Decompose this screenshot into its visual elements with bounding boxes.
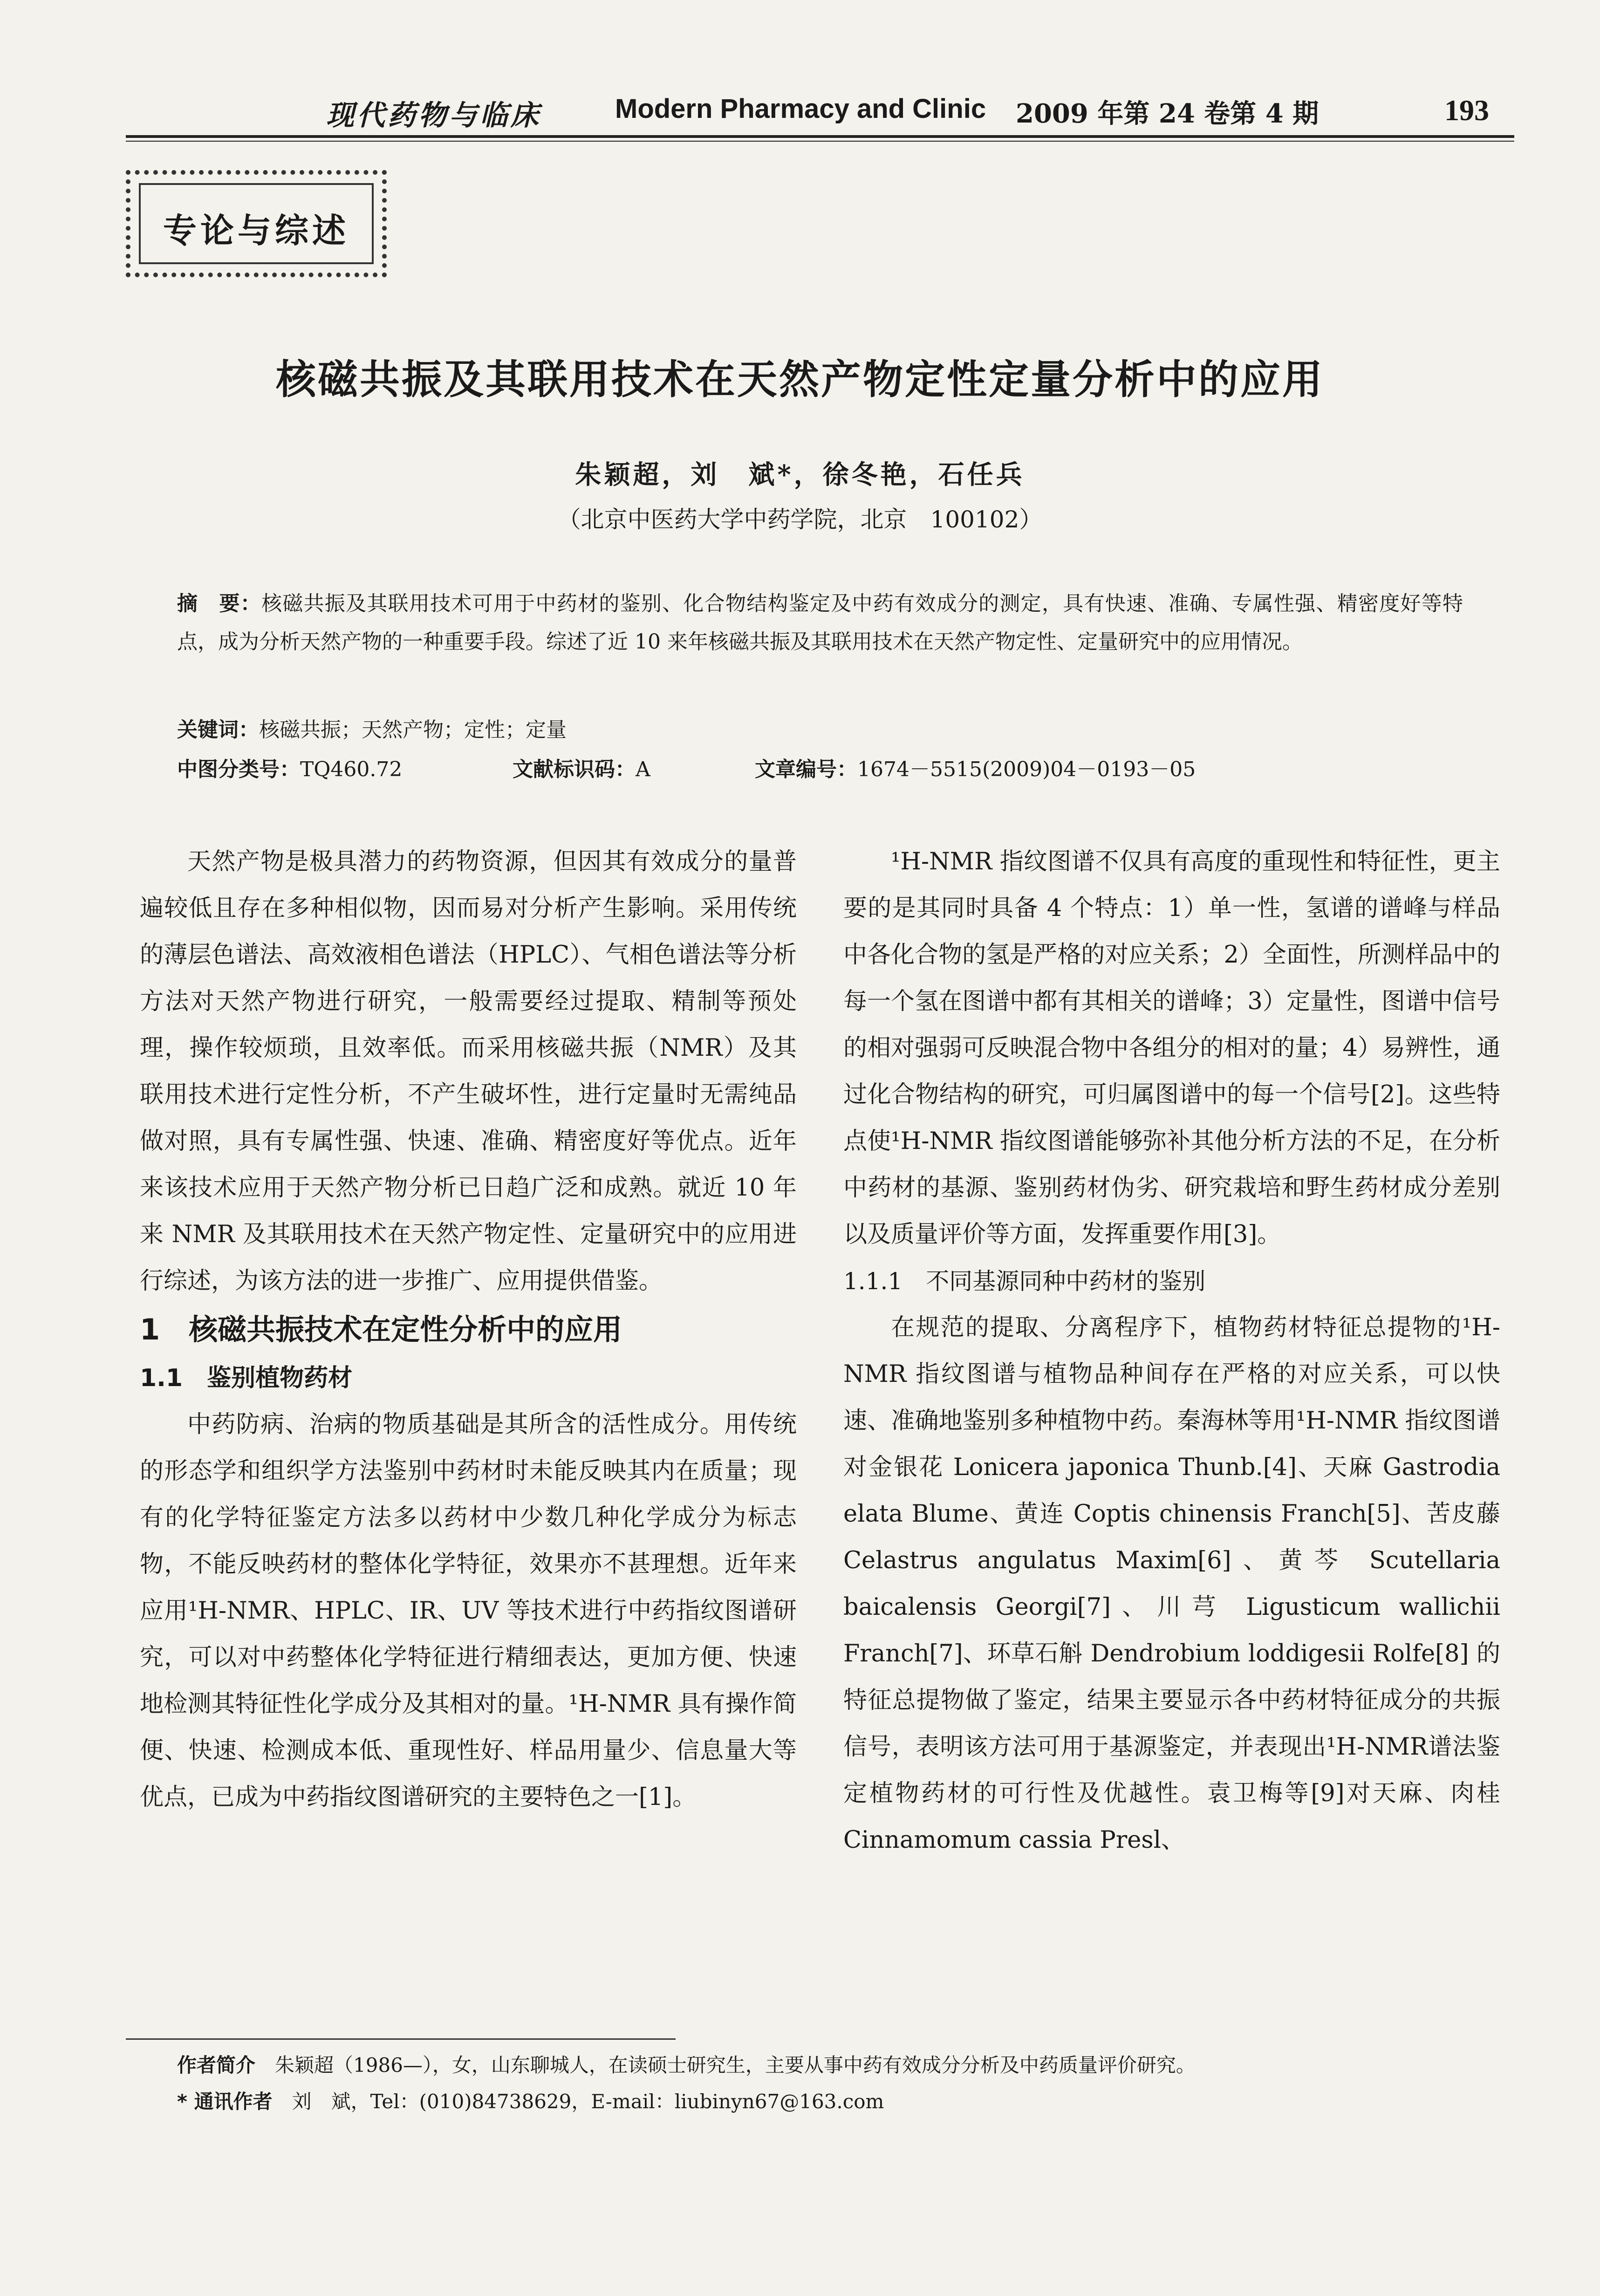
author-bio-label: 作者简介 [177,2054,256,2077]
article-number [755,752,1196,782]
issue-info: 2009 年第 24 卷第 4 期 [1016,98,1319,129]
document-code-label: 文献标识码： [513,758,636,781]
header-rule [126,135,1514,138]
clc-value: TQ460.72 [300,758,403,781]
corresponding-author-label: * 通讯作者 [177,2090,273,2113]
section-heading-1: 1 核磁共振技术在定性分析中的应用 [140,1312,622,1346]
running-header [0,86,1600,137]
abstract-text: 核磁共振及其联用技术可用于中药材的鉴别、化合物结构鉴定及中药有效成分的测定，具有快速、准确、专属性强、精密度好等特点，成为分析天然产物的一种重要手段。综述了近 10 来年核磁共振及其联用技术在天然产物定性、定量研究中的应用情况。 [177,592,1463,654]
abstract [177,585,1463,661]
clc-label: 中图分类号： [177,758,300,781]
keywords [177,713,567,743]
section-tag-label: 专论与综述 [163,211,349,250]
section-tag-box [126,170,387,277]
abstract-label: 摘 要： [177,592,262,615]
body-column-right [843,839,1500,1864]
clc-number [177,752,402,782]
body-column-left [140,839,797,1821]
author-bio-footnote [177,2050,1196,2078]
body-paragraph: ¹H-NMR 指纹图谱不仅具有高度的重现性和特征性，更主要的是其同时具备 4 个特点：1）单一性，氢谱的谱峰与样品中各化合物的氢是严格的对应关系；2）全面性，所测样品中的每一个氢在图谱中都有其相关的谱峰；3）定量性，图谱中信号的相对强弱可反映混合物中各组分的相对的量；4）易辨性，通过化合物结构的研究，可归属图谱中的每一个信号[2]。这些特点使¹H-NMR 指纹图谱能够弥补其他分析方法的不足，在分析中药材的基源、鉴别药材伪劣、研究栽培和野生药材成分差别以及质量评价等方面，发挥重要作用[3]。 [843,848,1500,1248]
page-number: 193 [1444,94,1489,127]
author-bio-text: 朱颖超（1986—），女，山东聊城人，在读硕士研究生，主要从事中药有效成分分析及中药质量评价研究。 [275,2054,1196,2077]
author-list: 朱颖超，刘 斌*，徐冬艳，石任兵 [575,459,1025,490]
corresponding-author-footnote [177,2086,884,2114]
journal-name-cn: 现代药物与临床 [326,99,541,132]
header-rule-thin [126,141,1514,142]
document-code [513,752,650,782]
intro-paragraph: 天然产物是极具潜力的药物资源，但因其有效成分的量普遍较低且存在多种相似物，因而易对分析产生影响。采用传统的薄层色谱法、高效液相色谱法（HPLC）、气相色谱法等分析方法对天然产物进行研究，一般需要经过提取、精制等预处理，操作较烦琐，且效率低。而采用核磁共振（NMR）及其联用技术进行定性分析，不产生破坏性，进行定量时无需纯品做对照，具有专属性强、快速、准确、精密度好等优点。近年来该技术应用于天然产物分析已日趋广泛和成熟。就近 10 年来 NMR 及其联用技术在天然产物定性、定量研究中的应用进行综述，为该方法的进一步推广、应用提供借鉴。 [140,848,797,1295]
subsubsection-heading-1-1-1: 1.1.1 不同基源同种中药材的鉴别 [843,1268,1206,1295]
article-title: 核磁共振及其联用技术在天然产物定性定量分析中的应用 [276,356,1324,403]
article-number-value: 1674－5515(2009)04－0193－05 [857,758,1196,781]
affiliation: （北京中医药大学中药学院，北京 100102） [557,506,1043,533]
keywords-text: 核磁共振；天然产物；定性；定量 [259,718,567,742]
keywords-label: 关键词： [177,718,259,742]
footnote-rule [126,2038,676,2040]
body-paragraph: 在规范的提取、分离程序下，植物药材特征总提物的¹H-NMR 指纹图谱与植物品种间存在严格的对应关系，可以快速、准确地鉴别多种植物中药。秦海林等用¹H-NMR 指纹图谱对金银花 Lonicera japonica Thunb.[4]、天麻 Gastrodia elata Blume、黄连 Coptis chinensis Franch[5]、苦皮藤 Celastrus angulatus Maxim[6]、黄芩 Scutellaria baicalensis Georgi[7]、川芎 Ligusticum wallichii Franch[7]、环草石斛 Dendrobium loddigesii Rolfe[8] 的特征总提物做了鉴定，结果主要显示各中药材特征成分的共振信号，表明该方法可用于基源鉴定，并表现出¹H-NMR谱法鉴定植物药材的可行性及优越性。袁卫梅等[9]对天麻、肉桂 Cinnamomum cassia Presl、 [843,1314,1500,1854]
article-number-label: 文章编号： [755,758,857,781]
body-paragraph: 中药防病、治病的物质基础是其所含的活性成分。用传统的形态学和组织学方法鉴别中药材时未能反映其内在质量；现有的化学特征鉴定方法多以药材中少数几种化学成分为标志物，不能反映药材的整体化学特征，效果亦不甚理想。近年来应用¹H-NMR、HPLC、IR、UV 等技术进行中药指纹图谱研究，可以对中药整体化学特征进行精细表达，更加方便、快速地检测其特征性化学成分及其相对的量。¹H-NMR 具有操作简便、快速、检测成本低、重现性好、样品用量少、信息量大等优点，已成为中药指纹图谱研究的主要特色之一[1]。 [140,1411,797,1811]
corresponding-author-text: 刘 斌，Tel：(010)84738629，E-mail：liubinyn67@163.com [292,2090,884,2113]
subsection-heading-1-1: 1.1 鉴别植物药材 [140,1364,353,1392]
journal-name-en: Modern Pharmacy and Clinic [615,94,986,124]
document-code-value: A [636,758,650,781]
